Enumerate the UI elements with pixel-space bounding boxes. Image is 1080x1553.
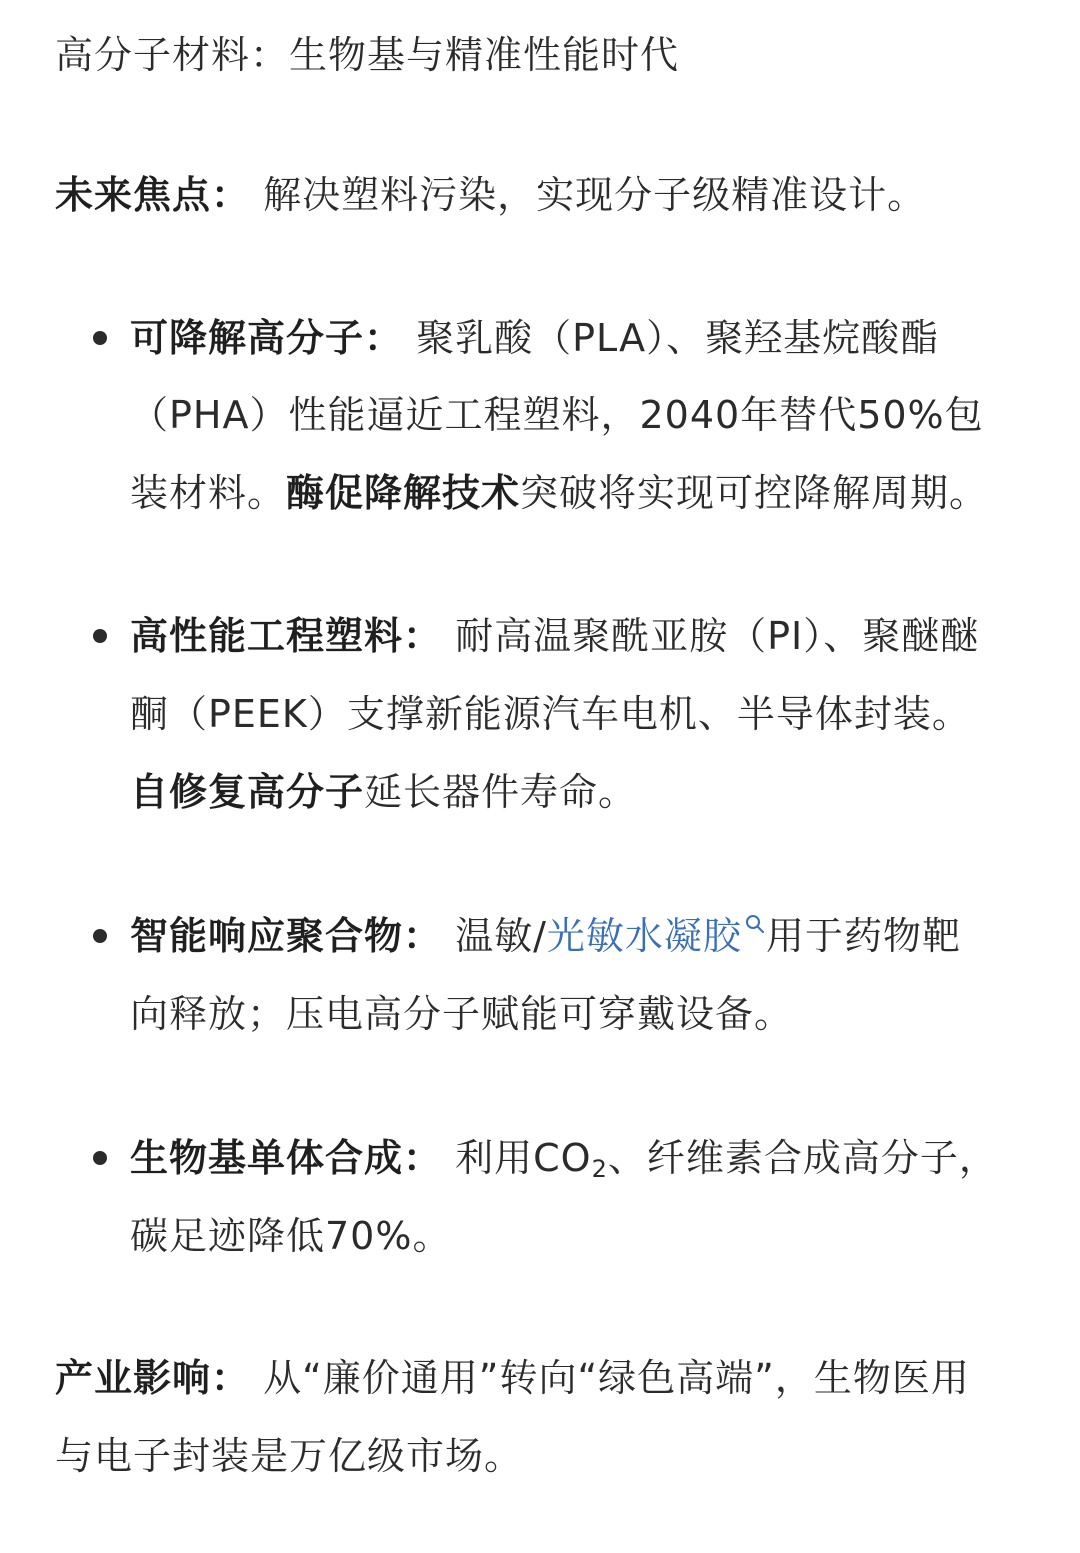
item-text: 聚乳酸（PLA）、聚羟基烷酸酯 [416, 316, 940, 360]
item-text: 利用CO [455, 1136, 592, 1180]
industry-impact-text: 从“廉价通用”转向“绿色高端”，生物医用 [263, 1356, 970, 1400]
item-label-engineering: 高性能工程塑料： [130, 614, 443, 658]
item-text: 用于药物靶 [765, 914, 961, 958]
bullet-dot [93, 331, 107, 345]
item-label-degradable: 可降解高分子： [130, 316, 404, 360]
future-focus-label: 未来焦点： [55, 173, 251, 217]
item-label-biobased: 生物基单体合成： [130, 1136, 443, 1180]
list-item-line [130, 1133, 998, 1194]
search-icon[interactable] [744, 913, 766, 935]
item-bold-text: 酶促降解技术 [286, 471, 521, 515]
industry-impact [55, 1353, 970, 1403]
bullet-dot [93, 1151, 107, 1165]
future-focus [55, 170, 926, 220]
item-text: 延长器件寿命。 [364, 770, 638, 814]
item-text: （PHA）性能逼近工程塑料，2040年替代50%包 [130, 393, 984, 437]
list-item-line [130, 313, 939, 363]
page-title [55, 30, 679, 80]
item-text: 温敏/ [455, 914, 547, 958]
list-item-line [130, 767, 637, 817]
item-text: 装材料。 [130, 471, 287, 515]
subscript: 2 [591, 1155, 608, 1183]
industry-impact-text: 与电子封装是万亿级市场。 [55, 1434, 524, 1478]
search-link-hydrogel[interactable] [547, 914, 766, 958]
list-item-line [130, 689, 971, 739]
bullet-dot [93, 629, 107, 643]
list-item-line [130, 468, 988, 518]
item-bold-text: 自修复高分子 [130, 770, 365, 814]
list-item-line [130, 1211, 451, 1261]
item-text: 酮（PEEK）支撑新能源汽车电机、半导体封装。 [130, 692, 971, 736]
item-text: 向释放；压电高分子赋能可穿戴设备。 [130, 992, 794, 1036]
item-text: 耐高温聚酰亚胺（PI）、聚醚醚 [455, 614, 980, 658]
item-label-smart: 智能响应聚合物： [130, 914, 443, 958]
page-title-text: 高分子材料：生物基与精准性能时代 [55, 33, 680, 77]
list-item-line [130, 611, 979, 661]
future-focus-text: 解决塑料污染，实现分子级精准设计。 [263, 173, 927, 217]
item-text: 突破将实现可控降解周期。 [520, 471, 989, 515]
list-item-line [130, 390, 984, 440]
bullet-dot [93, 929, 107, 943]
industry-impact-line [55, 1431, 523, 1481]
list-item-line [130, 911, 961, 961]
item-text: 、纤维素合成高分子， [607, 1136, 998, 1180]
item-text: 碳足迹降低70%。 [130, 1214, 452, 1258]
industry-impact-label: 产业影响： [55, 1356, 251, 1400]
search-link-text[interactable]: 光敏水凝胶 [546, 914, 742, 958]
list-item-line [130, 989, 793, 1039]
